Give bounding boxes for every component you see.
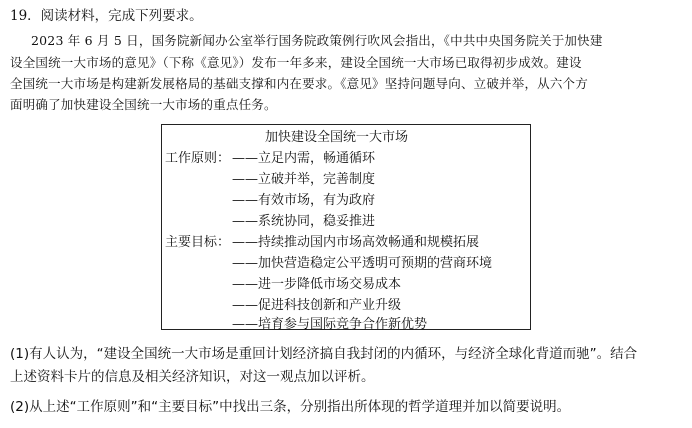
- main-goal-item: ——培育参与国际竞争合作新优势: [232, 317, 428, 332]
- main-goal-item: ——进一步降低市场交易成本: [232, 277, 402, 292]
- working-principle-item: ——有效市场，有为政府: [232, 193, 376, 208]
- sub-question-1-line-2: 上述资料卡片的信息及相关经济知识，对这一观点加以评析。: [10, 369, 375, 385]
- material-line-4: 面明确了加快建设全国统一大市场的重点任务。: [10, 97, 277, 112]
- working-principles-label: 工作原则：: [165, 151, 231, 166]
- material-line-1: 2023 年 6 月 5 日，国务院新闻办公室举行国务院政策例行吹风会指出，《中共中央国务院关于加快建: [31, 33, 603, 48]
- sub-question-1-line-1: (1)有人认为，“建设全国统一大市场是重回计划经济搞自我封闭的内循环，与经济全球化背道而驰”。结合: [10, 346, 638, 362]
- material-line-2: 设全国统一大市场的意见》（下称《意见》）发布一年多来，建设全国统一大市场已取得初步成效。建设: [10, 55, 582, 70]
- main-goal-item: ——持续推动国内市场高效畅通和规模拓展: [232, 235, 480, 250]
- card-title: 加快建设全国统一大市场: [265, 130, 409, 145]
- sub-question-2: (2)从上述“工作原则”和“主要目标”中找出三条，分别指出所体现的哲学道理并加以简要说明。: [10, 399, 571, 415]
- question-title: 19．阅读材料，完成下列要求。: [10, 8, 203, 24]
- main-goals-label: 主要目标：: [165, 235, 231, 250]
- main-goal-item: ——促进科技创新和产业升级: [232, 298, 402, 313]
- info-card: [161, 124, 531, 330]
- main-goal-item: ——加快营造稳定公平透明可预期的营商环境: [232, 256, 493, 271]
- working-principle-item: ——系统协同，稳妥推进: [232, 214, 376, 229]
- working-principle-item: ——立足内需，畅通循环: [232, 151, 376, 166]
- material-line-3: 全国统一大市场是构建新发展格局的基础支撑和内在要求。《意见》坚持问题导向、立破并举，从六个方: [10, 76, 588, 91]
- working-principle-item: ——立破并举，完善制度: [232, 172, 376, 187]
